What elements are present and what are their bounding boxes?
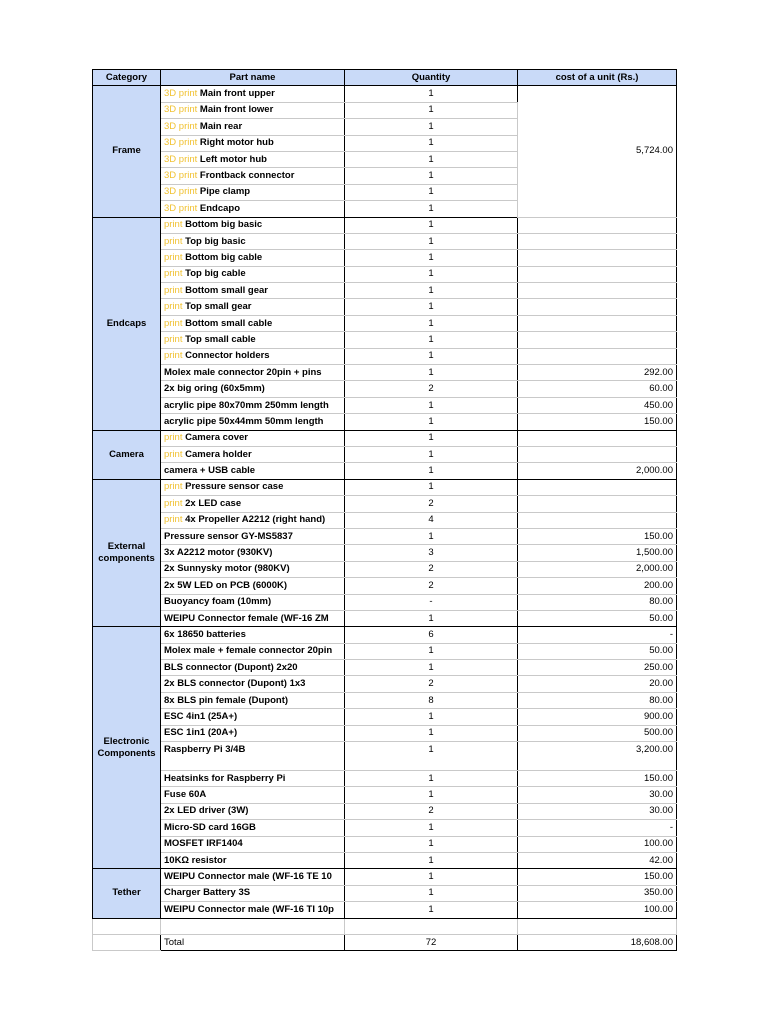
quantity-cell: 1 [345,365,518,381]
quantity-cell: 2 [345,803,518,819]
print-tag: 3D print [164,104,198,116]
blank-cell [93,918,161,934]
quantity-cell: 1 [345,184,518,200]
table-row [93,803,677,819]
cost-cell: 450.00 [518,397,677,413]
cost-cell: 20.00 [518,676,677,692]
header-part-name: Part name [161,70,345,86]
quantity-cell: 1 [345,348,518,364]
quantity-cell: 1 [345,430,518,446]
part-name-cell [161,299,345,315]
part-name-cell [161,627,345,643]
print-tag: print [164,268,183,280]
cost-cell [518,233,677,249]
table-row [93,365,677,381]
part-name-text: Connector holders [185,350,270,362]
part-name-text: WEIPU Connector female (WF-16 ZM [164,612,329,624]
table-row [93,430,677,446]
part-name-cell [161,643,345,659]
table-row [93,787,677,803]
part-name-cell [161,836,345,852]
print-tag: print [164,432,183,444]
part-name-text: MOSFET IRF1404 [164,838,243,850]
cost-cell [518,430,677,446]
part-name-cell [161,283,345,299]
quantity-cell: 1 [345,414,518,430]
part-name-cell [161,151,345,167]
quantity-cell: 1 [345,885,518,901]
cost-cell [518,217,677,233]
print-tag: print [164,333,183,345]
cost-cell: 150.00 [518,528,677,544]
quantity-cell: 2 [345,578,518,594]
quantity-cell: 1 [345,869,518,885]
quantity-cell: 1 [345,643,518,659]
table-row [93,463,677,479]
bill-of-materials-sheet [92,69,676,951]
quantity-cell: 1 [345,102,518,118]
table-row [93,446,677,462]
header-cost: cost of a unit (Rs.) [518,70,677,86]
part-name-cell [161,102,345,118]
cost-cell: 350.00 [518,885,677,901]
cost-cell: 100.00 [518,836,677,852]
part-name-cell [161,803,345,819]
table-row [93,233,677,249]
part-name-cell [161,787,345,803]
table-row [93,885,677,901]
quantity-cell: 1 [345,233,518,249]
part-name-text: Charger Battery 3S [164,887,251,899]
quantity-cell: 1 [345,742,518,771]
table-row [93,332,677,348]
part-name-text: Camera cover [185,432,248,444]
part-name-text: Molex male + female connector 20pin [164,645,333,657]
cost-cell: 1,500.00 [518,545,677,561]
part-name-cell [161,512,345,528]
part-name-text: ESC 4in1 (25A+) [164,710,238,722]
table-row [93,528,677,544]
print-tag: print [164,301,183,313]
part-name-text: Heatsinks for Raspberry Pi [164,772,286,784]
part-name-text: 2x LED case [185,497,242,509]
part-name-cell [161,184,345,200]
print-tag: 3D print [164,88,198,100]
cost-cell: 50.00 [518,643,677,659]
part-name-cell [161,610,345,626]
quantity-cell: 3 [345,545,518,561]
part-name-text: Molex male connector 20pin + pins [164,366,322,378]
table-row [93,283,677,299]
part-name-cell [161,820,345,836]
part-name-cell [161,381,345,397]
part-name-text: 3x A2212 motor (930KV) [164,547,273,559]
table-row [93,397,677,413]
table-row [93,299,677,315]
cost-cell: 150.00 [518,869,677,885]
cost-cell: 3,200.00 [518,742,677,771]
part-name-text: Frontback connector [199,170,295,182]
part-name-cell [161,578,345,594]
part-name-text: Camera holder [185,448,252,460]
table-row [93,561,677,577]
print-tag: 3D print [164,170,198,182]
print-tag: print [164,235,183,247]
part-name-text: Main rear [199,120,243,132]
quantity-cell: 2 [345,561,518,577]
cost-cell: 200.00 [518,578,677,594]
part-name-text: Top small gear [185,301,252,313]
part-name-cell [161,119,345,135]
cost-cell [518,250,677,266]
print-tag: print [164,497,183,509]
cost-cell-merged: 5,724.00 [518,86,677,217]
table-row [93,742,677,771]
table-row [93,545,677,561]
quantity-cell: 6 [345,627,518,643]
table-row [93,348,677,364]
table-row [93,496,677,512]
part-name-cell [161,86,345,102]
cost-cell: 292.00 [518,365,677,381]
part-name-text: 2x big oring (60x5mm) [164,383,265,395]
quantity-cell: 1 [345,479,518,495]
part-name-text: 2x LED driver (3W) [164,805,249,817]
part-name-text: Buoyancy foam (10mm) [164,596,272,608]
cost-cell: 150.00 [518,414,677,430]
quantity-cell: 1 [345,725,518,741]
quantity-cell: 2 [345,676,518,692]
category-cell-camera: Camera [93,430,161,479]
part-name-text: 8x BLS pin female (Dupont) [164,694,289,706]
header-category: Category [93,70,161,86]
quantity-cell: 2 [345,496,518,512]
quantity-cell: 1 [345,771,518,787]
total-row [93,934,677,950]
table-row [93,86,677,102]
print-tag: 3D print [164,202,198,214]
part-name-text: acrylic pipe 50x44mm 50mm length [164,415,324,427]
table-row [93,381,677,397]
part-name-cell [161,365,345,381]
table-row [93,660,677,676]
cost-cell: 30.00 [518,803,677,819]
table-row [93,643,677,659]
table-row [93,266,677,282]
part-name-cell [161,463,345,479]
cost-cell [518,266,677,282]
blank-row [93,918,677,934]
quantity-cell: 1 [345,299,518,315]
part-name-cell [161,332,345,348]
cost-cell: 80.00 [518,692,677,708]
part-name-text: Bottom big cable [185,251,263,263]
cost-cell [518,315,677,331]
part-name-text: BLS connector (Dupont) 2x20 [164,661,298,673]
cost-cell: 500.00 [518,725,677,741]
part-name-cell [161,217,345,233]
part-name-cell [161,676,345,692]
quantity-cell: 1 [345,610,518,626]
table-row [93,578,677,594]
table-row [93,610,677,626]
part-name-text: Raspberry Pi 3/4B [164,744,246,756]
part-name-text: Bottom small gear [185,284,269,296]
part-name-text: Main front lower [199,104,274,116]
print-tag: print [164,514,183,526]
blank-cell [345,918,518,934]
print-tag: print [164,317,183,329]
quantity-cell: 1 [345,463,518,479]
quantity-cell: 1 [345,151,518,167]
quantity-cell: 1 [345,168,518,184]
part-name-cell [161,528,345,544]
category-cell-endcaps: Endcaps [93,217,161,430]
cost-cell [518,299,677,315]
quantity-cell: 1 [345,787,518,803]
part-name-cell [161,902,345,918]
part-name-text: Left motor hub [199,153,267,165]
table-row [93,709,677,725]
part-name-text: Main front upper [199,88,275,100]
cost-cell [518,332,677,348]
part-name-cell [161,869,345,885]
quantity-cell: 1 [345,660,518,676]
quantity-cell: 1 [345,135,518,151]
total-label: Total [161,934,345,950]
table-row [93,725,677,741]
part-name-cell [161,348,345,364]
print-tag: print [164,350,183,362]
part-name-cell [161,315,345,331]
table-row [93,852,677,868]
table-row [93,676,677,692]
part-name-text: Micro-SD card 16GB [164,821,256,833]
cost-cell: 42.00 [518,852,677,868]
quantity-cell: 2 [345,381,518,397]
print-tag: 3D print [164,186,198,198]
part-name-cell [161,725,345,741]
print-tag: 3D print [164,137,198,149]
cost-cell: 150.00 [518,771,677,787]
part-name-cell [161,742,345,771]
table-row [93,820,677,836]
part-name-text: Bottom big basic [185,219,263,231]
table-row [93,902,677,918]
quantity-cell: 1 [345,397,518,413]
table-row [93,869,677,885]
quantity-cell: 1 [345,709,518,725]
bill-of-materials-table [92,69,677,951]
part-name-text: camera + USB cable [164,465,256,477]
part-name-text: 2x 5W LED on PCB (6000K) [164,579,287,591]
part-name-cell [161,430,345,446]
cost-cell [518,446,677,462]
quantity-cell: 1 [345,217,518,233]
part-name-text: ESC 1in1 (20A+) [164,727,238,739]
table-row [93,414,677,430]
category-cell-tether: Tether [93,869,161,918]
cost-cell [518,348,677,364]
table-row [93,771,677,787]
table-row [93,692,677,708]
total-empty-cell [93,934,161,950]
part-name-text: 4x Propeller A2212 (right hand) [185,514,326,526]
part-name-text: Pressure sensor case [185,481,284,493]
cost-cell [518,496,677,512]
table-row [93,627,677,643]
part-name-text: Top small cable [185,333,256,345]
cost-cell: - [518,820,677,836]
table-row [93,217,677,233]
cost-cell: 30.00 [518,787,677,803]
table-row [93,315,677,331]
print-tag: print [164,251,183,263]
part-name-text: acrylic pipe 80x70mm 250mm length [164,399,329,411]
print-tag: print [164,219,183,231]
cost-cell [518,479,677,495]
table-row [93,594,677,610]
print-tag: 3D print [164,153,198,165]
quantity-cell: 1 [345,266,518,282]
part-name-text: 2x Sunnysky motor (980KV) [164,563,290,575]
header-quantity: Quantity [345,70,518,86]
part-name-text: WEIPU Connector male (WF-16 TI 10p [164,903,334,915]
part-name-cell [161,135,345,151]
quantity-cell: 1 [345,820,518,836]
part-name-cell [161,709,345,725]
cost-cell: 2,000.00 [518,463,677,479]
part-name-cell [161,446,345,462]
part-name-text: Right motor hub [199,137,274,149]
blank-cell [161,918,345,934]
part-name-cell [161,201,345,217]
cost-cell: 60.00 [518,381,677,397]
quantity-cell: 1 [345,315,518,331]
table-row [93,836,677,852]
quantity-cell: 1 [345,283,518,299]
part-name-cell [161,414,345,430]
quantity-cell: 1 [345,528,518,544]
quantity-cell: 1 [345,201,518,217]
table-row [93,479,677,495]
part-name-text: 2x BLS connector (Dupont) 1x3 [164,678,306,690]
part-name-cell [161,397,345,413]
cost-cell: 50.00 [518,610,677,626]
part-name-cell [161,266,345,282]
total-cost: 18,608.00 [518,934,677,950]
quantity-cell: 1 [345,902,518,918]
part-name-cell [161,660,345,676]
header-row [93,70,677,86]
cost-cell: 900.00 [518,709,677,725]
part-name-cell [161,561,345,577]
quantity-cell: 1 [345,119,518,135]
part-name-text: Top big cable [185,268,246,280]
part-name-cell [161,692,345,708]
print-tag: print [164,284,183,296]
quantity-cell: 1 [345,250,518,266]
cost-cell: 250.00 [518,660,677,676]
quantity-cell: 1 [345,86,518,102]
part-name-cell [161,771,345,787]
category-cell-electronic: Electronic Components [93,627,161,869]
cost-cell: - [518,627,677,643]
category-cell-frame: Frame [93,86,161,217]
quantity-cell: 1 [345,446,518,462]
cost-cell: 100.00 [518,902,677,918]
print-tag: print [164,448,183,460]
part-name-cell [161,233,345,249]
blank-cell [518,918,677,934]
part-name-cell [161,479,345,495]
cost-cell: 80.00 [518,594,677,610]
quantity-cell: 1 [345,836,518,852]
print-tag: print [164,481,183,493]
quantity-cell: 8 [345,692,518,708]
part-name-text: Endcapo [199,202,241,214]
part-name-cell [161,885,345,901]
cost-cell: 2,000.00 [518,561,677,577]
quantity-cell: - [345,594,518,610]
table-row [93,250,677,266]
print-tag: 3D print [164,120,198,132]
category-cell-external: External components [93,479,161,627]
part-name-text: Bottom small cable [185,317,273,329]
part-name-text: WEIPU Connector male (WF-16 TE 10 [164,871,332,883]
cost-cell [518,283,677,299]
part-name-text: Pipe clamp [199,186,251,198]
quantity-cell: 4 [345,512,518,528]
part-name-text: 6x 18650 batteries [164,628,246,640]
part-name-cell [161,594,345,610]
cost-cell [518,512,677,528]
part-name-text: Top big basic [185,235,246,247]
part-name-text: Fuse 60A [164,789,207,801]
part-name-text: 10KΩ resistor [164,854,227,866]
table-body [93,86,677,951]
part-name-cell [161,168,345,184]
quantity-cell: 1 [345,852,518,868]
table-row [93,512,677,528]
total-quantity: 72 [345,934,518,950]
quantity-cell: 1 [345,332,518,348]
part-name-text: Pressure sensor GY-MS5837 [164,530,293,542]
part-name-cell [161,250,345,266]
part-name-cell [161,496,345,512]
part-name-cell [161,545,345,561]
part-name-cell [161,852,345,868]
